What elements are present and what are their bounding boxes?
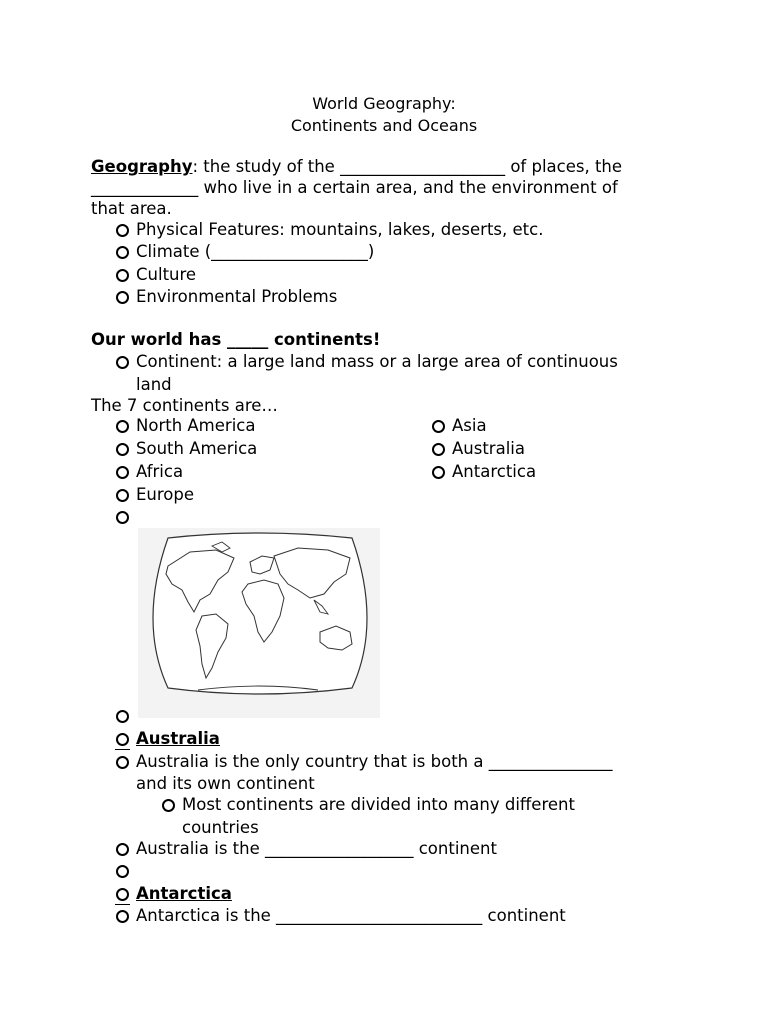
antarctica-heading: Antarctica (136, 884, 232, 903)
australia-subitem-line2: countries (182, 818, 259, 837)
bullet-icon (116, 443, 129, 456)
geography-definition-line2: _____________ who live in a certain area, and the environment of (91, 178, 618, 197)
bullet-icon (116, 733, 129, 746)
bullet-icon (116, 224, 129, 237)
continent-item-australia: Australia (452, 439, 525, 458)
australia-item1-line1: Australia is the only country that is both a _______________ (136, 752, 613, 771)
empty-bullet-icon (116, 511, 129, 524)
continent-definition-line2: land (136, 375, 172, 394)
bullet-icon (116, 269, 129, 282)
empty-bullet-icon (116, 710, 129, 723)
continents-heading: Our world has _____ continents! (91, 330, 381, 349)
continent-item-africa: Africa (136, 462, 184, 481)
bullet-icon (116, 843, 129, 856)
page-title-line1: World Geography: (312, 94, 456, 113)
geography-bullet: Physical Features: mountains, lakes, deserts, etc. (136, 220, 544, 239)
bullet-icon (432, 420, 445, 433)
geography-bullet: Climate (___________________) (136, 242, 375, 261)
bullet-icon (432, 466, 445, 479)
bullet-icon (116, 910, 129, 923)
page-title-line2: Continents and Oceans (290, 116, 478, 135)
australia-item1-line2: and its own continent (136, 774, 315, 793)
continent-item-asia: Asia (452, 416, 487, 435)
geography-bullet: Culture (136, 265, 197, 284)
australia-item2: Australia is the __________________ continent (136, 839, 497, 858)
empty-bullet-icon (116, 865, 129, 878)
antarctica-item1: Antarctica is the _________________________ continent (136, 906, 566, 925)
bullet-icon (116, 756, 129, 769)
world-map-icon (138, 528, 380, 718)
geography-bullet: Environmental Problems (136, 287, 338, 306)
continent-item-north-america: North America (136, 416, 256, 435)
geography-definition-line1 (91, 156, 622, 178)
continents-intro: The 7 continents are… (91, 396, 278, 415)
continent-item-europe: Europe (136, 485, 195, 504)
continent-item-antarctica: Antarctica (452, 462, 537, 481)
geography-definition-text: : the study of the ____________________ of places, the (192, 157, 623, 176)
continent-definition-line1: Continent: a large land mass or a large area of continuous (136, 352, 618, 371)
bullet-icon (116, 246, 129, 259)
continent-item-south-america: South America (136, 439, 258, 458)
bullet-icon (116, 489, 129, 502)
bullet-icon (116, 420, 129, 433)
bullet-icon (432, 443, 445, 456)
bullet-icon (116, 291, 129, 304)
bullet-icon (116, 356, 129, 369)
australia-subitem-line1: Most continents are divided into many different (182, 795, 575, 814)
bullet-icon (116, 466, 129, 479)
geography-definition-line3: that area. (91, 199, 172, 218)
geography-term: Geography (91, 157, 193, 176)
bullet-icon (162, 799, 175, 812)
bullet-icon (116, 888, 129, 901)
australia-heading: Australia (136, 729, 220, 748)
